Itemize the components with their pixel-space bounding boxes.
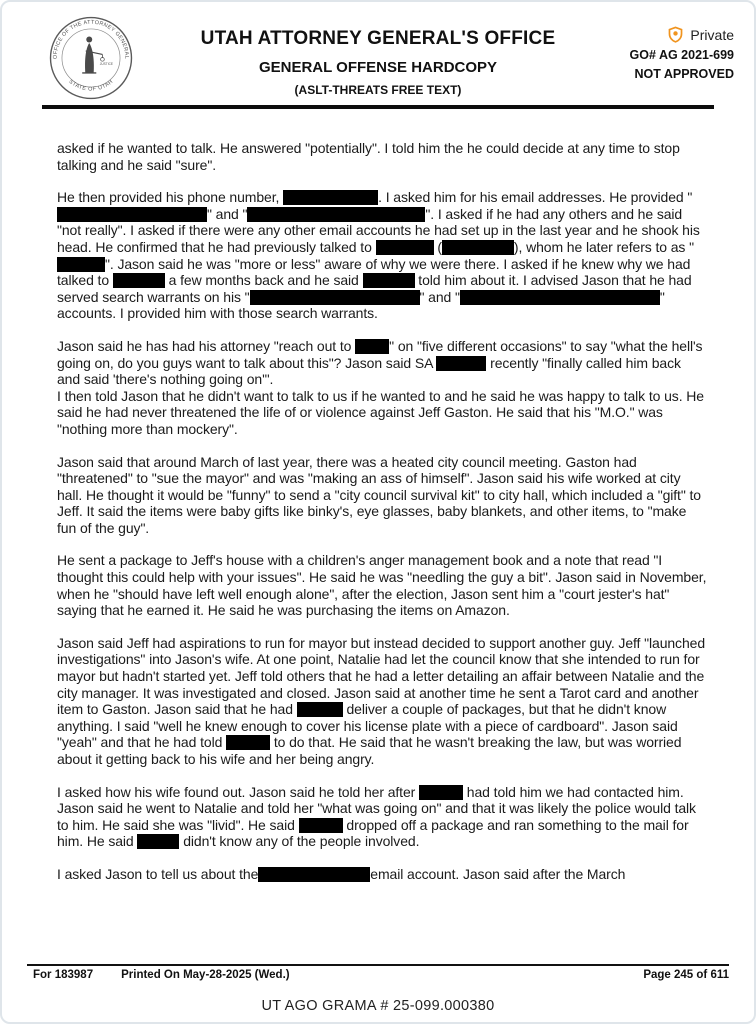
- document-subtype: (ASLT-THREATS FREE TEXT): [294, 83, 462, 97]
- redaction-box: [376, 240, 434, 255]
- document-footer: [27, 964, 729, 1014]
- footer-row: [27, 969, 729, 981]
- footer-divider: [27, 964, 729, 966]
- redaction-box: [419, 785, 463, 800]
- footer-for-number: For 183987: [33, 969, 94, 981]
- grama-number: UT AGO GRAMA # 25-099.000380: [261, 998, 495, 1014]
- redaction-box: [137, 834, 179, 849]
- seal-ring-text-top: OFFICE OF THE ATTORNEY GENERAL: [52, 19, 130, 60]
- redaction-box: [57, 257, 105, 272]
- redaction-box: [363, 273, 415, 288]
- redaction-box: [250, 290, 420, 305]
- report-paragraph: I asked how his wife found out. Jason said he told her after had told him we had contacted him. Jason said he went to Natalie and told her "what was going on" and that it was likely the police would talk to him. He said she was "livid". He said dropped off a package and ran something to the mail for him. He said didn't know any of the people involved.: [57, 783, 696, 850]
- seal-icon: [47, 14, 135, 102]
- redaction-box: [355, 339, 389, 354]
- redaction-box: [113, 273, 165, 288]
- report-free-text: [57, 140, 707, 883]
- redaction-box: [299, 818, 343, 833]
- seal-center-text: JUSTICE: [99, 62, 113, 67]
- header-status-block: [574, 26, 734, 81]
- seal-ring-text-bottom: STATE OF UTAH: [67, 78, 115, 93]
- document-header: [2, 2, 754, 103]
- report-paragraph: I asked Jason to tell us about the email account. Jason said after the March: [57, 865, 626, 882]
- report-paragraph: He sent a package to Jeff's house with a children's anger management book and a note that read "I thought this could help with your issues". He said he was "needling the guy a bit". Jason said in November, when he "should have left well enough alone", after the election, Jason sent him a "court jester's hat" saying that he earned it. He said he was purchasing the items on Amazon.: [57, 552, 707, 619]
- redaction-box: [442, 240, 514, 255]
- report-paragraph: asked if he wanted to talk. He answered "potentially". I told him the he could decide at any time to stop talking and he said "sure".: [57, 140, 680, 173]
- redaction-box: [57, 207, 207, 222]
- report-paragraph: Jason said he has had his attorney "reach out to " on "five different occasions" to say "what the hell's going on, do you guys want to talk about this"? Jason said SA recently "finally called him back and said 'there's nothing going on'". I then told Jason that he didn't want to talk to us if he wanted to and he said he was happy to talk to us. He said he had never threatened the life of or violence against Jeff Gaston. He said that his "M.O." was "nothing more than mockery".: [57, 337, 704, 437]
- report-paragraph: He then provided his phone number, . I asked him for his email addresses. He provided "" and " ". I asked if he had any others and he said "not really". I asked if there were any other email accounts he had set up in the last year and he shook his head. He confirmed that he had previously talked to ( ), whom he later refers to as "". Jason said he was "more or less" aware of why we were there. I asked if he knew why we had talked to a few months back and he said told him about it. I advised Jason that he had served search warrants on his " " and " " accounts. I provided him with those search warrants.: [57, 189, 700, 322]
- report-paragraph: Jason said that around March of last year, there was a heated city council meeting. Gaston had "threatened" to "sue the mayor" and was "making an ass of himself". Jason said his wife worked at city hall. He thought it would be "funny" to send a "city council survival kit" to city hall, which included a "gift" to Jeff. It said the items were baby gifts like binky's, eye glasses, baby blankets, and other items, to "make fun of the guy".: [57, 453, 701, 536]
- redaction-box: [460, 290, 660, 305]
- redaction-box: [436, 356, 486, 371]
- attorney-general-seal-logo: [47, 14, 135, 102]
- page-title: UTAH ATTORNEY GENERAL'S OFFICE: [200, 28, 556, 49]
- header-divider: [42, 105, 714, 109]
- redaction-box: [283, 190, 378, 205]
- report-paragraph: Jason said Jeff had aspirations to run for mayor but instead decided to support another guy. Jeff "launched investigations" into Jason's wife. At one point, Natalie had let the council know that she intended to run for mayor but hadn't started yet. Jeff told others that he had a letter detailing an affair between Natalie and the city manager. It was investigated and closed. Jason said at another time he sent a Tarot card and another item to Gaston. Jason said that he had deliver a couple of packages, but that he didn't know anything. I said "well he knew enough to cover his license plate with a piece of cardboard". Jason said "yeah" and that he had told to do that. He said that he wasn't breaking the law, but was worried about it getting back to his wife and her being angry.: [57, 634, 706, 767]
- shield-icon: [667, 26, 684, 43]
- privacy-label: Private: [690, 26, 734, 43]
- document-type: GENERAL OFFENSE HARDCOPY: [258, 59, 498, 76]
- redaction-box: [258, 867, 370, 882]
- approval-status: NOT APPROVED: [634, 67, 734, 81]
- footer-page-info: Page 245 of 611: [643, 969, 729, 981]
- redaction-box: [226, 735, 270, 750]
- go-number: GO# AG 2021-699: [629, 48, 734, 62]
- svg-text:STATE OF UTAH: [68, 79, 115, 93]
- redaction-box: [247, 207, 425, 222]
- footer-printed-on: Printed On May-28-2025 (Wed.): [121, 969, 290, 981]
- redaction-box: [297, 702, 343, 717]
- lady-justice-figure: [82, 37, 104, 73]
- privacy-row: [574, 26, 734, 43]
